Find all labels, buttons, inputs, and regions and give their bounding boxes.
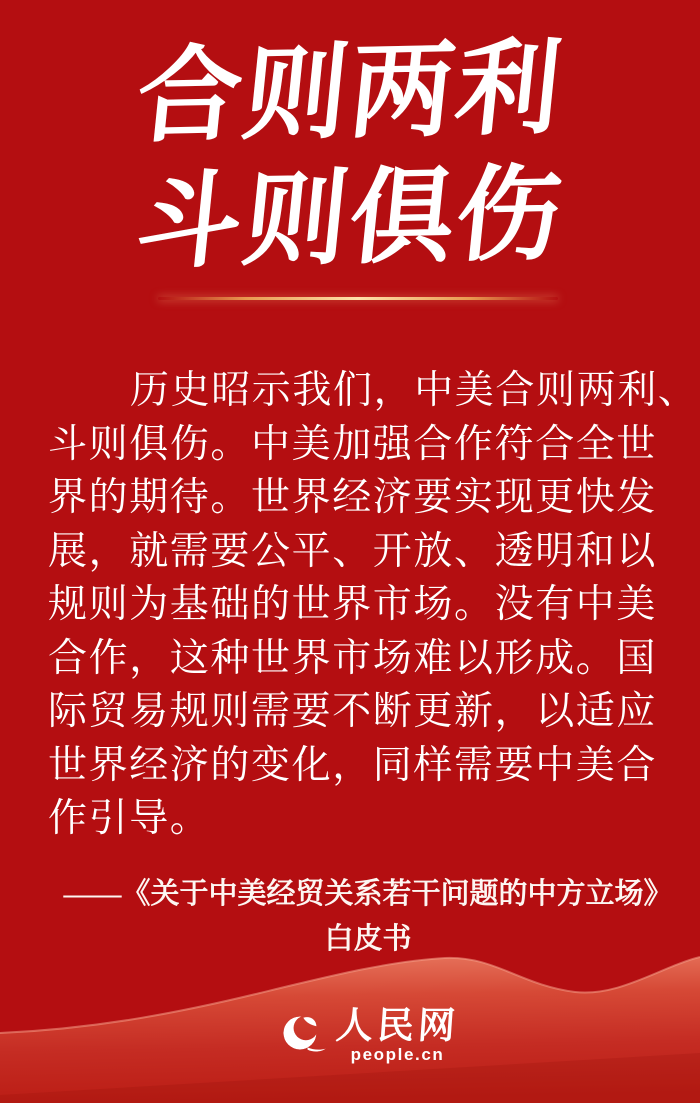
peoplecn-swirl-icon: [283, 1008, 327, 1058]
body-line: 规则为基础的世界市场。没有中美: [48, 583, 658, 626]
title-line-2: 斗则俱伤: [131, 156, 569, 282]
body-line: 斗则俱伤。中美加强合作符合全世: [48, 422, 658, 466]
body-line: 合作，这种世界市场难以形成。国: [48, 636, 658, 680]
body-line: 作引导。: [48, 797, 211, 840]
attribution-source: ——《关于中美经贸关系若干问题的中方立场》: [63, 878, 673, 910]
logo-text: [336, 1004, 459, 1064]
gold-divider: [158, 297, 558, 300]
body-paragraph: [48, 364, 699, 846]
poster-title: [0, 30, 700, 282]
brand-domain: people.cn: [350, 1045, 445, 1064]
body-line: 历史昭示我们，中美合则两利、: [130, 369, 699, 412]
body-line: 界的期待。世界经济要实现更快发: [48, 476, 658, 519]
body-line: 展，就需要公平、开放、透明和以: [48, 529, 658, 573]
title-line-1: 合则两利: [131, 30, 569, 156]
body-line: 世界经济的变化，同样需要中美合: [48, 743, 658, 787]
brand-name-cn: 人民网: [334, 1003, 461, 1047]
peoplecn-logo: [283, 1004, 459, 1064]
attribution-source-line2: 白皮书: [324, 923, 412, 955]
body-line: 际贸易规则需要不断更新，以适应: [48, 690, 658, 733]
